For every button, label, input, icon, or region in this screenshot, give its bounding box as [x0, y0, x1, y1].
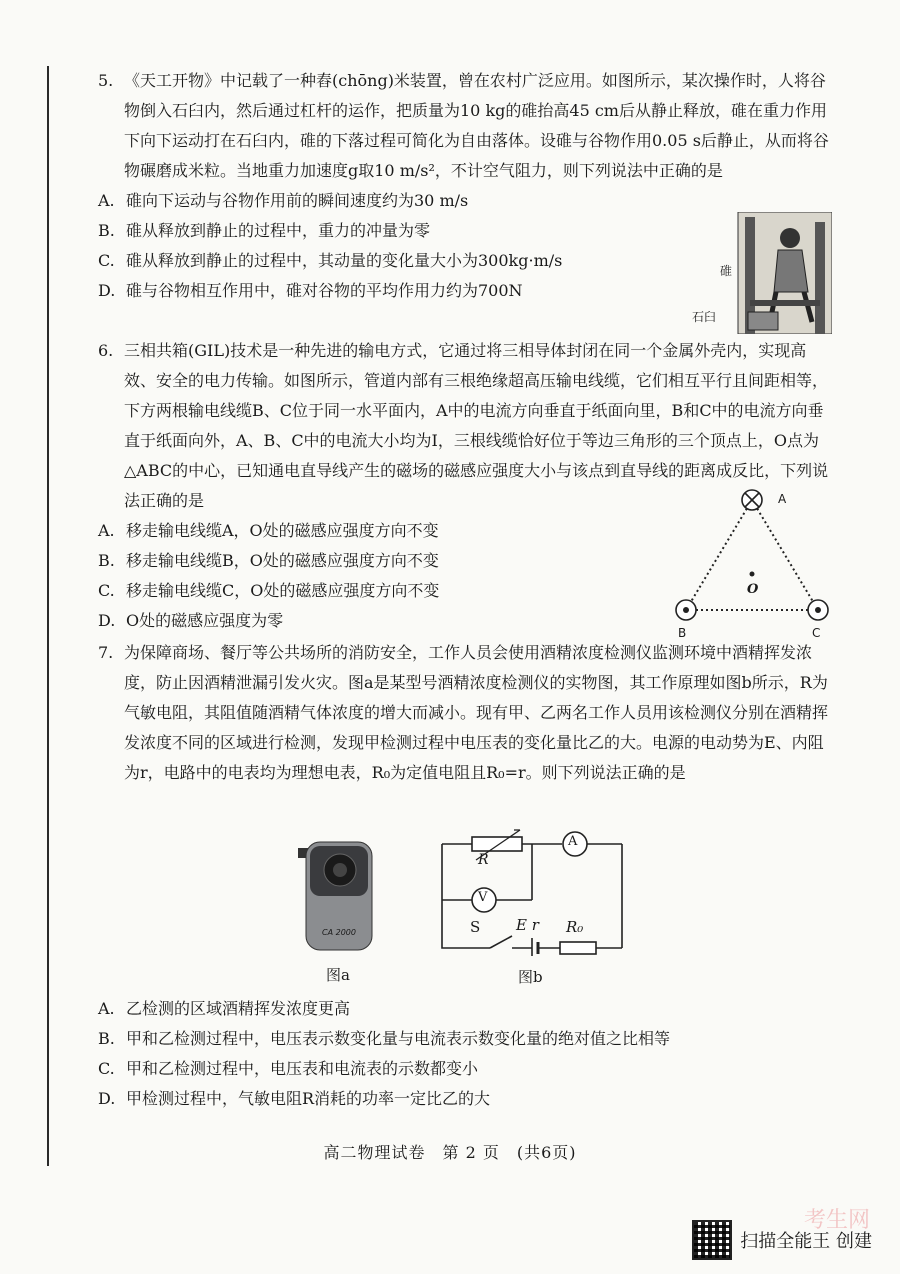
question-number: 5.: [98, 71, 114, 90]
cable-a-into-page-icon: [742, 490, 762, 510]
figure-a: [292, 836, 382, 986]
figure-a-caption: 图a: [326, 966, 350, 984]
label-dui: 碓: [720, 264, 733, 278]
voltmeter-label: V: [478, 890, 488, 905]
scanner-stamp: [692, 1220, 872, 1260]
label-a: A: [778, 492, 787, 506]
option-c: C. 碓从释放到静止的过程中，其动量的变化量大小为300kg·m/s: [98, 251, 563, 270]
question-7: [98, 638, 838, 788]
watermark: 考生网: [803, 1208, 870, 1233]
option-b: B. 甲和乙检测过程中，电压表示数变化量与电流表示数变化量的绝对值之比相等: [98, 1029, 671, 1048]
figure-b: [432, 826, 632, 988]
rice-pounder-illustration: [690, 212, 832, 334]
qr-code-icon: [692, 1220, 732, 1260]
option-b: B. 碓从释放到静止的过程中，重力的冲量为零: [98, 221, 431, 240]
label-o: O: [747, 582, 759, 597]
option-a: A. 碓向下运动与谷物作用前的瞬间速度约为30 m/s: [98, 191, 469, 210]
page-footer: 高二物理试卷 第 2 页 (共6页): [323, 1143, 577, 1162]
option-b: B. 移走输电线缆B，O处的磁感应强度方向不变: [98, 551, 439, 570]
label-shijiu: 石臼: [692, 310, 717, 324]
scanner-stamp-text: 扫描全能王 创建: [740, 1231, 872, 1252]
question-stem: [98, 638, 838, 788]
question-text: 三相共箱(GIL)技术是一种先进的输电方式，它通过将三相导体封闭在同一个金属外壳内，实现高效、安全的电力传输。如图所示，管道内部有三根绝缘超高压输电线缆，它们相互平行且间距相等，下方两根输电线缆B、C位于同一水平面内，A中的电流方向垂直于纸面向里，B和C中的电流方向垂直于纸面向外，A、B、C中的电流大小均为I，三根线缆恰好位于等边三角形的三个顶点上，O点为△ABC的中心，已知通电直导线产生的磁场的磁感应强度大小与该点到直导线的距离成反比，下列说法正确的是: [124, 341, 829, 510]
alcohol-detector-device: [292, 836, 382, 956]
option-a: A. 乙检测的区域酒精挥发浓度更高: [98, 999, 351, 1018]
binding-margin-line: [47, 66, 49, 1166]
switch-s-label: S: [470, 918, 481, 936]
ammeter-label: A: [568, 834, 578, 849]
option-d: D. O处的磁感应强度为零: [98, 611, 284, 630]
device-model-text: CA 2000: [322, 928, 356, 937]
resistor-r-label: R: [478, 852, 489, 868]
label-b: B: [678, 626, 687, 640]
circuit-diagram: [432, 826, 632, 956]
question-7-options: [98, 994, 838, 1114]
option-d: D. 甲检测过程中，气敏电阻R消耗的功率一定比乙的大: [98, 1089, 491, 1108]
question-text: 《天工开物》中记载了一种舂(chōng)米装置，曾在农村广泛应用。如图所示，某次操作时，人将谷物倒入石臼内，然后通过杠杆的运作，把质量为10 kg的碓抬高45 cm后从静止释放，碓在重力作用下向下运动打在石臼内，碓的下落过程可简化为自由落体。设碓与谷物作用0.05 s后静止，从而将谷物碾磨成米粒。当地重力加速度g取10 m/s²，不计空气阻力，则下列说法中正确的是: [124, 71, 829, 180]
resistor-r0-label: R₀: [566, 918, 584, 936]
question-number: 7.: [98, 643, 114, 662]
option-a: A. 移走输电线缆A，O处的磁感应强度方向不变: [98, 521, 439, 540]
emf-label: E r: [516, 916, 539, 934]
figure-b-caption: 图b: [518, 968, 543, 986]
option-d: D. 碓与谷物相互作用中，碓对谷物的平均作用力约为700N: [98, 281, 523, 300]
cable-c-out-of-page-icon: [808, 600, 828, 620]
label-c: C: [812, 626, 821, 640]
option-c: C. 甲和乙检测过程中，电压表和电流表的示数都变小: [98, 1059, 479, 1078]
question-text: 为保障商场、餐厅等公共场所的消防安全，工作人员会使用酒精浓度检测仪监测环境中酒精挥发浓度，防止因酒精泄漏引发火灾。图a是某型号酒精浓度检测仪的实物图，其工作原理如图b所示，R为气敏电阻，其阻值随酒精气体浓度的增大而减小。现有甲、乙两名工作人员用该检测仪分别在酒精挥发浓度不同的区域进行检测，发现甲检测过程中电压表的变化量比乙的大。电源的电动势为E、内阻为r，电路中的电表均为理想电表，R₀为定值电阻且R₀=r。则下列说法正确的是: [124, 643, 829, 782]
option-c: C. 移走输电线缆C，O处的磁感应强度方向不变: [98, 581, 440, 600]
question-number: 6.: [98, 341, 114, 360]
question-stem: [98, 66, 838, 186]
cable-b-out-of-page-icon: [676, 600, 696, 620]
cable-triangle-diagram: [670, 486, 840, 644]
